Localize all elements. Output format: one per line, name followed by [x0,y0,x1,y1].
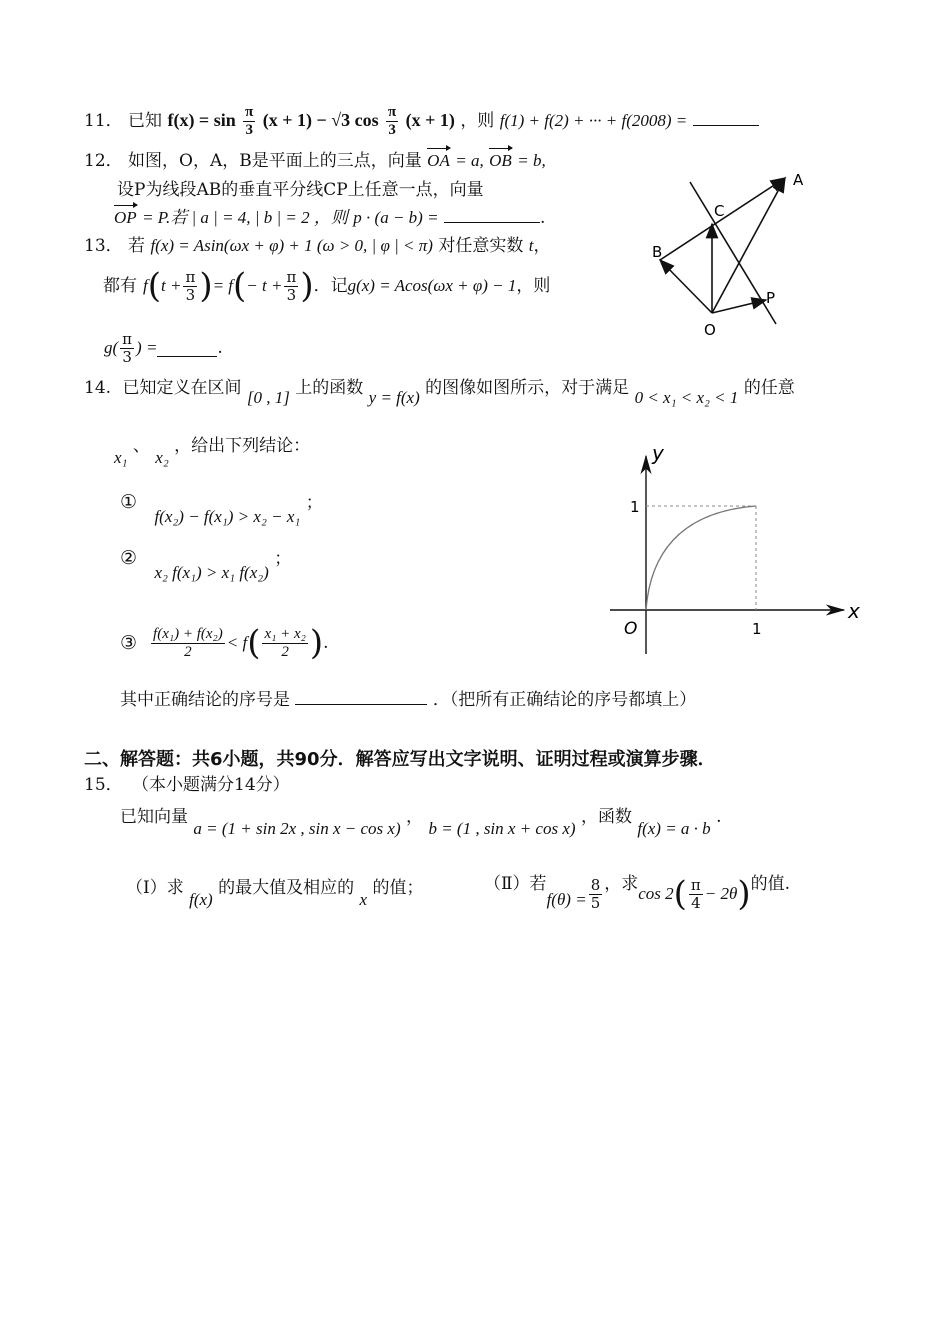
answer-blank[interactable] [295,688,427,705]
label-1-x: 1 [752,620,762,638]
question-13-line-3: g( $\frac{\pi}{3}$ ) = . [104,329,223,366]
vector-oa: OA [427,149,450,173]
vector-ob-line [660,260,712,313]
conclusion-1: ① f(x₂) − f(x₁) > x₂ − x₁ ； [120,491,323,526]
fraction: $\frac{8}{5}$ [590,875,601,912]
conclusion-3: ③ $\frac{\text{f(x₁) + f(x₂)}}{2}$ < f ( $\frac{\text{x₁ + x₂}}{2}$ ) . [120,623,329,663]
formula: g(x) = Acos(ωx + φ) − 1 [347,276,517,295]
answer-blank[interactable] [693,109,759,126]
label-o: O [704,321,716,339]
question-number: 14. [84,378,112,398]
fraction: $\frac{\pi}{3}$ [388,104,397,138]
label-1-y: 1 [630,498,640,516]
label-origin: O [624,619,638,639]
vector-ob: OB [489,149,512,173]
question-number: 13． [84,236,123,256]
label-b: B [652,243,663,261]
vector-figure [630,160,830,345]
vector-op: OP [114,206,137,230]
question-number: 15． [84,775,123,795]
question-number: 12． [84,151,123,171]
formula: f(x) = Asin(ωx + φ) + 1 (ω > 0, | φ | < π) [150,236,433,255]
formula: f(1) + f(2) + ··· + f(2008) = [499,111,688,130]
formula: f(x) = sin [167,110,236,130]
question-12-line-3: OP = P.若 | a | = 4, | b | = 2 ，则 p · (a − b) = . [114,208,546,228]
formula: (x + 1) − √3 cos [262,110,379,130]
question-11 [84,104,759,139]
label-a: A [793,171,804,189]
question-text: 已知 [128,111,163,131]
section-heading: 二、解答题：共6小题，共90分．解答应写出文字说明、证明过程或演算步骤． [84,749,716,770]
question-14-answer: 其中正确结论的序号是 ．（把所有正确结论的序号都填上） [120,690,697,710]
fraction: $\frac{\text{f(x₁) + f(x₂)}}{2}$ [153,625,223,660]
label-y: y [652,441,664,465]
question-text: ，则 [460,111,495,131]
function-curve [646,506,756,610]
function-graph [600,436,870,656]
question-13-line-1: 13． 若 f(x) = Asin(ωx + φ) + 1 (ω > 0, | φ | < π) 对任意实数 t， [84,236,551,256]
fraction: $\frac{\pi}{3}$ [286,267,297,304]
label-x: x [848,599,860,623]
question-15-line-1: 已知向量 a = (1 + sin 2x , sin x − cos x) ， b = (1 , sin x + cos x) ，函数 f(x) = a · b . [120,807,722,838]
fraction: $\frac{\pi}{3}$ [185,267,196,304]
conclusion-2: ② x₂ f(x₁) > x₁ f(x₂) ； [120,547,292,582]
fraction: $\frac{\pi}{3}$ [245,104,254,138]
question-15-part-2: （Ⅱ）若 f(θ) = $\frac{8}{5}$ ，求 cos 2 ( $\frac{\pi}{4}$ − 2θ ) 的值. [484,874,791,914]
answer-blank[interactable] [444,206,540,223]
question-13-line-2: 都有 f ( t + $\frac{\pi}{3}$ ) = f ( − t + $\frac{\pi}{3}$ ) ．记 g(x) = Acos(ωx + φ) − 1 ，则 [103,266,551,306]
question-number: 11． [84,111,123,131]
question-15-part-1: （Ⅰ）求 f(x) 的最大值及相应的 x 的值； [126,878,424,909]
formula: (x + 1) [405,110,455,130]
question-15-header: 15． （本小题满分14分） [84,775,290,795]
fraction: $\frac{\pi}{4}$ [690,875,701,912]
vector-op-line [712,300,766,313]
question-12-line-2: 设P为线段AB的垂直平分线CP上任意一点，向量 [117,180,484,200]
label-c: C [714,202,725,220]
fraction: $\frac{\pi}{3}$ [122,329,133,366]
label-p: P [766,289,776,307]
question-14-line-2: x₁ 、 x₂ ，给出下列结论： [114,436,311,467]
fraction: $\frac{\text{x₁ + x₂}}{2}$ [264,625,306,660]
answer-blank[interactable] [157,340,217,357]
question-text: 如图，O，A，B是平面上的三点，向量 [128,151,422,171]
question-14-line-1: 14. 已知定义在区间 [0 , 1] 上的函数 y = f(x) 的图像如图所示，对于满足 0 < x₁ < x₂ < 1 的任意 [84,378,795,407]
question-12-line-1: 12． 如图，O，A，B是平面上的三点，向量 OA = a, OB = b, [84,151,546,171]
